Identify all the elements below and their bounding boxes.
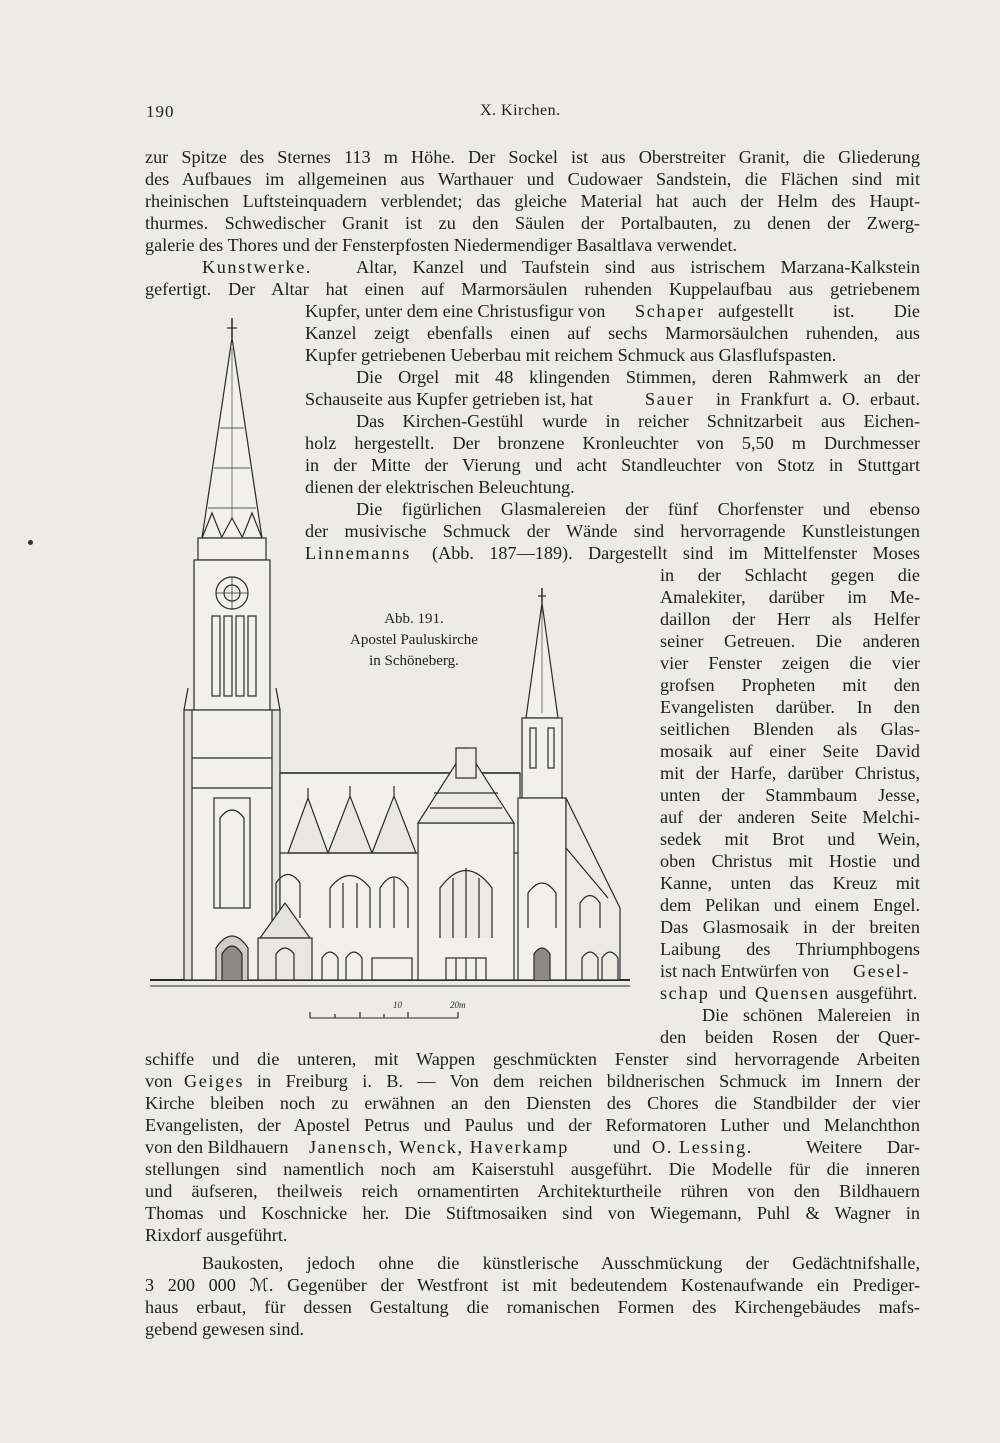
text-line: Kupfer getriebenen Ueberbau mit reichem Schmuck aus Glasflufspasten.: [305, 345, 837, 365]
main-tower: [184, 318, 280, 980]
page-number: 190: [146, 102, 175, 121]
text-line: vier Fenster zeigen die vier: [660, 653, 920, 673]
text-line: und äufseren, theilweis reich ornamentirten Architekturtheile rühren von den Bildhauern: [145, 1181, 920, 1201]
text-line: stellungen sind namentlich noch am Kaiserstuhl ausgeführt. Die Modelle für die inneren: [145, 1159, 920, 1179]
text-line: in Freiburg i. B. — Von dem reichen bildnerischen Schmuck im Innern der: [257, 1071, 920, 1091]
text-line: von den Bildhauern: [145, 1137, 289, 1157]
text-line: Weitere Dar-: [806, 1137, 920, 1157]
text-line: Thomas und Koschnicke her. Die Stiftmosaiken sind von Wiegemann, Puhl & Wagner in: [145, 1203, 920, 1223]
text-line: Kupfer, unter dem eine Christusfigur von: [305, 301, 606, 321]
name-spaced: O. Lessing.: [652, 1137, 753, 1157]
name-spaced: Gesel-: [853, 961, 911, 981]
text-line: aufgestellt ist. Die: [718, 301, 920, 321]
text-line: sedek mit Brot und Wein,: [660, 829, 920, 849]
text-line: Das Kirchen-Gestühl wurde in reicher Schnitzarbeit aus Eichen-: [356, 411, 920, 431]
text-line: Kanzel zeigt ebenfalls einen auf sechs Marmorsäulchen ruhenden, aus: [305, 323, 920, 343]
text-line: holz hergestellt. Der bronzene Kronleuchter von 5,50 m Durchmesser: [305, 433, 920, 453]
text-line: galerie des Thores und der Fensterpfosten Niedermendiger Basaltlava verwendet.: [145, 235, 738, 255]
text-line: 3 200 000 ℳ. Gegenüber der Westfront ist mit bedeutendem Kostenaufwande ein Prediger-: [145, 1275, 920, 1295]
name-spaced: Linnemanns: [305, 543, 411, 563]
text-line: in der Schlacht gegen die: [660, 565, 920, 585]
scale-label-10: 10: [393, 1000, 402, 1010]
name-spaced: Geiges: [184, 1071, 245, 1091]
text-line: in der Mitte der Vierung und acht Standleuchter von Stotz in Stuttgart: [305, 455, 920, 475]
text-line: von: [145, 1071, 173, 1091]
text-line: Die schönen Malereien in: [702, 1005, 920, 1025]
text-line: Rixdorf ausgeführt.: [145, 1225, 288, 1245]
text-line: in Frankfurt a. O. erbaut.: [716, 389, 920, 409]
text-line: zur Spitze des Sternes 113 m Höhe. Der Sockel ist aus Oberstreiter Granit, die Gliederung: [145, 147, 920, 167]
text-line: seiner Getreuen. Die anderen: [660, 631, 920, 651]
text-line: mit der Harfe, darüber Christus,: [660, 763, 920, 783]
text-line: Amalekiter, darüber im Me-: [660, 587, 920, 607]
text-line: Laibung des Thriumphbogens: [660, 939, 920, 959]
text-line: daillon der Herr als Helfer: [660, 609, 920, 629]
figure-label: Abb. 191.: [384, 611, 444, 627]
text-line: Evangelisten darüber. In den: [660, 697, 920, 717]
text-line: haus erbaut, für dessen Gestaltung die romanischen Formen des Kirchengebäudes mafs-: [145, 1297, 920, 1317]
text-line: rheinischen Luftsteinquadern verblendet; das gleiche Material hat auch der Helm des Haupt-: [145, 191, 920, 211]
text-line: gefertigt. Der Altar hat einen auf Marmorsäulen ruhenden Kuppelaufbau aus getriebenem: [145, 279, 920, 299]
church-elevation-figure: [150, 318, 640, 1023]
text-line: der musivische Schmuck der Wände sind hervorragende Kunstleistungen: [305, 521, 920, 541]
text-line: oben Christus mit Hostie und: [660, 851, 920, 871]
text-line: auf der anderen Seite Melchi-: [660, 807, 920, 827]
text-line: des Aufbaues im allgemeinen aus Warthauer und Cudowaer Sandstein, die Flächen sind mit: [145, 169, 920, 189]
section-heading: Kunstwerke.: [202, 257, 313, 277]
text-line: Evangelisten, der Apostel Petrus und Paulus und der Reformatoren Luther und Melanchthon: [145, 1115, 920, 1135]
text-line: Die Orgel mit 48 klingenden Stimmen, deren Rahmwerk an der: [356, 367, 920, 387]
east-tower: [518, 588, 566, 980]
text-line: Altar, Kanzel und Taufstein sind aus istrischem Marzana-Kalkstein: [356, 257, 920, 277]
chancel: [566, 798, 620, 980]
text-line: Die figürlichen Glasmalereien der fünf Chorfenster und ebenso: [356, 499, 920, 519]
text-line: dem Pelikan und einem Engel.: [660, 895, 920, 915]
scale-label-20: 20m: [450, 1000, 466, 1010]
text-line: ist nach Entwürfen von: [660, 961, 830, 981]
text-line: seitlichen Blenden als Glas-: [660, 719, 920, 739]
name-spaced: schap: [660, 983, 710, 1003]
text-line: (Abb. 187—189). Dargestellt sind im Mittelfenster Moses: [432, 543, 920, 563]
scale-bar: [310, 1012, 458, 1018]
text-line: schiffe und die unteren, mit Wappen geschmückten Fenster sind hervorragende Arbeiten: [145, 1049, 920, 1069]
church-drawing: [150, 318, 640, 1023]
running-title: X. Kirchen.: [480, 102, 561, 119]
text-line: den beiden Rosen der Quer-: [660, 1027, 920, 1047]
figure-location: in Schöneberg.: [369, 653, 459, 669]
name-spaced: Schaper: [635, 301, 705, 321]
text-line: ausgeführt.: [836, 983, 918, 1003]
text-line: grofsen Propheten mit den: [660, 675, 920, 695]
text-line: dienen der elektrischen Beleuchtung.: [305, 477, 575, 497]
text-line: Kanne, unten das Kreuz mit: [660, 873, 920, 893]
text-line: Kirche bleiben noch zu erwähnen an den Diensten des Chores die Standbilder der vier: [145, 1093, 920, 1113]
name-spaced: Sauer: [645, 389, 695, 409]
name-spaced: Quensen: [755, 983, 830, 1003]
figure-title: Apostel Pauluskirche: [350, 632, 478, 648]
text-line: gebend gewesen sind.: [145, 1319, 305, 1339]
text-line: unten der Stammbaum Jesse,: [660, 785, 920, 805]
text-line: thurmes. Schwedischer Granit ist zu den Säulen der Portalbauten, zu denen der Zwerg-: [145, 213, 920, 233]
name-spaced: Janensch, Wenck, Haverkamp: [309, 1137, 569, 1157]
text-line: Baukosten, jedoch ohne die künstlerische Ausschmückung der Gedächtnifshalle,: [202, 1253, 920, 1273]
text-line: mosaik auf einer Seite David: [660, 741, 920, 761]
text-line: und: [719, 983, 747, 1003]
text-line: Das Glasmosaik in der breiten: [660, 917, 920, 937]
text-line: und: [613, 1137, 641, 1157]
text-line: Schauseite aus Kupfer getrieben ist, hat: [305, 389, 593, 409]
